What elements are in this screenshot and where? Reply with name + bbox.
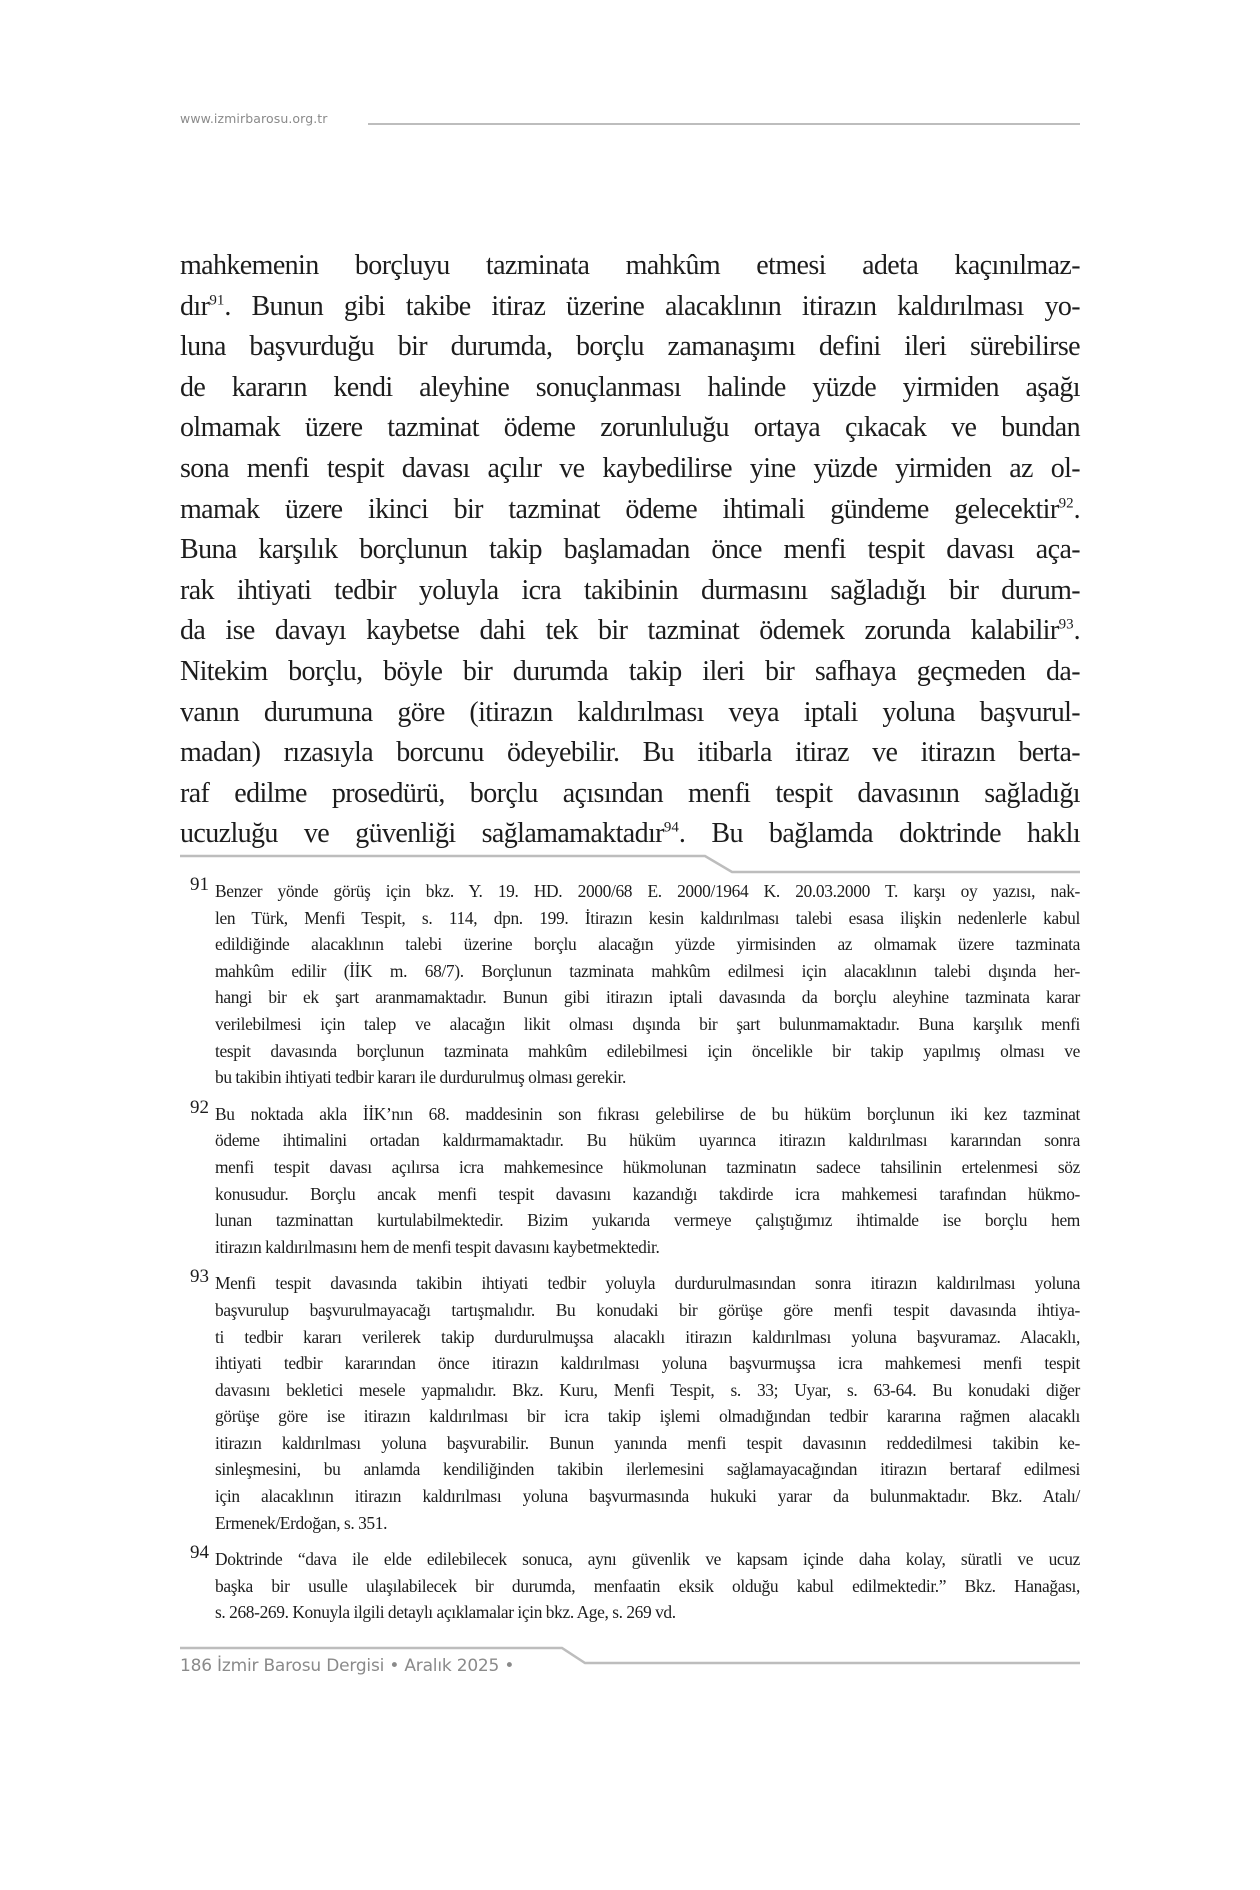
body-line: da ise davayı kaybetse dahi tek bir tazminat ödemek zorunda kalabilir$^{93}$.	[180, 615, 1080, 647]
footnote-ref-94[interactable]: 94	[663, 819, 679, 836]
body-line: mahkemenin borçluyu tazminata mahkûm etmesi adeta kaçınılmaz-	[180, 250, 1080, 281]
footnote-line: itirazın kaldırılmasını hem de menfi tespit davasını kaybetmektedir.	[215, 1236, 660, 1257]
footnote-ref-91[interactable]: 91	[209, 292, 225, 309]
footnote-line: edildiğinde alacaklının talebi üzerine borçlu alacağın yüzde yirmisinden az olmamak üzere tazminata	[215, 934, 1080, 955]
footnote-line: için alacaklının itirazın kaldırılması yoluna başvurmasında hukuki yarar da bulunmaktadır. Bkz. Atalı/	[215, 1486, 1080, 1507]
footnote-line: hangi bir ek şart aranmamaktadır. Bunun gibi itirazın iptali davasında da borçlu aleyhine tazminata karar	[215, 987, 1080, 1008]
footnote-number: 93	[190, 1266, 209, 1288]
footnotes-section	[180, 874, 1080, 1636]
body-line: sona menfi tespit davası açılır ve kaybedilirse yine yüzde yirmiden az ol-	[180, 452, 1080, 484]
footnote-line: ti tedbir kararı verilerek takip durdurulmuşsa alacaklı itirazın kaldırılması yoluna başvuramaz. Alacaklı,	[215, 1326, 1080, 1347]
footnote-line: Doktrinde “dava ile elde edilebilecek sonuca, aynı güvenlik ve kapsam içinde daha kolay, süratli ve ucuz	[215, 1549, 1080, 1570]
header-rule	[368, 123, 1080, 125]
body-line: madan) rızasıyla borcunu ödeyebilir. Bu itibarla itiraz ve itirazın berta-	[180, 737, 1080, 769]
footnote-line: Bu noktada akla İİK’nın 68. maddesinin son fıkrası gelebilirse de bu hüküm borçlunun iki kez tazminat	[215, 1103, 1080, 1124]
footnote-line: lunan tazminattan kurtulabilmektedir. Bizim yukarıda vermeye çalıştığımız ihtimalde ise borçlu hem	[215, 1210, 1080, 1231]
footnote-separator	[180, 850, 1080, 880]
footnote-ref-93[interactable]: 93	[1058, 617, 1074, 634]
footnote-line: Menfi tespit davasında takibin ihtiyati tedbir yoluyla durdurulmasından sonra itirazın kaldırılması yoluna	[215, 1273, 1080, 1294]
footnote-line: davasını bekletici mesele yapmalıdır. Bkz. Kuru, Menfi Tespit, s. 33; Uyar, s. 63-64. Bu konudaki diğer	[215, 1379, 1080, 1400]
footnote-92	[180, 1096, 1080, 1261]
footnote-ref-92[interactable]: 92	[1058, 495, 1074, 512]
footnote-line: sinleşmesini, bu anlamda kendiliğinden takibin ilerlemesini sağlamayacağından itirazın bertaraf edilmesi	[215, 1459, 1080, 1480]
body-line: mamak üzere ikinci bir tazminat ödeme ihtimali gündeme gelecektir$^{92}$.	[180, 493, 1080, 525]
footnote-line: başka bir usulle ulaşılabilecek bir durumda, menfaatin eksik olduğu kabul edilmektedir.” Bkz. Hanağası,	[215, 1575, 1080, 1596]
footnote-line: ödeme ihtimalini ortadan kaldırmamaktadır. Bu hüküm uyarınca itirazın kaldırılması kararından sonra	[215, 1130, 1080, 1151]
footnote-line: Benzer yönde görüş için bkz. Y. 19. HD. 2000/68 E. 2000/1964 K. 20.03.2000 T. karşı oy yazısı, nak-	[215, 881, 1080, 901]
main-body-text	[180, 246, 1080, 855]
footnote-number: 92	[190, 1096, 209, 1118]
body-line: olmamak üzere tazminat ödeme zorunluluğu ortaya çıkacak ve bundan	[180, 412, 1080, 444]
footnote-line: konusudur. Borçlu ancak menfi tespit davasını kazandığı takdirde icra mahkemesi tarafından hükmo-	[215, 1183, 1080, 1204]
page-footer: 186 İzmir Barosu Dergisi • Aralık 2025 •	[180, 1656, 515, 1676]
body-line: vanın durumuna göre (itirazın kaldırılması veya iptali yoluna başvurul-	[180, 696, 1080, 728]
footnote-93	[180, 1266, 1080, 1536]
footnote-line: Ermenek/Erdoğan, s. 351.	[215, 1512, 388, 1533]
body-line: de kararın kendi aleyhine sonuçlanması halinde yüzde yirmiden aşağı	[180, 371, 1080, 403]
footnote-line: itirazın kaldırılması yoluna başvurabilir. Bunun yanında menfi tespit davasının reddedilmesi takibin ke-	[215, 1432, 1080, 1453]
footnote-line: başvurulup başvurulmayacağı tartışmalıdır. Bu konudaki bir görüşe göre menfi tespit davasında ihtiya-	[215, 1299, 1080, 1320]
body-line: dır$^{91}$. Bunun gibi takibe itiraz üzerine alacaklının itirazın kaldırılması yo-	[180, 290, 1080, 322]
footnote-line: len Türk, Menfi Tespit, s. 114, dpn. 199. İtirazın kesin kaldırılması talebi esasa ilişkin nedenlerle kabul	[215, 907, 1080, 928]
footnote-number: 94	[190, 1542, 209, 1564]
footnote-line: tespit davasında borçlunun tazminata mahkûm edilebilmesi için öncelikle bir takip yapılmış olması ve	[215, 1040, 1080, 1061]
body-line: Nitekim borçlu, böyle bir durumda takip ileri bir safhaya geçmeden da-	[180, 655, 1080, 687]
footnote-line: bu takibin ihtiyati tedbir kararı ile durdurulmuş olması gerekir.	[215, 1067, 626, 1088]
body-line: ucuzluğu ve güvenliği sağlamamaktadır$^{94}$. Bu bağlamda doktrinde haklı	[180, 818, 1080, 850]
footnote-line: ihtiyati tedbir kararından önce itirazın kaldırılması yoluna başvurmuşsa icra mahkemesi menfi tespit	[215, 1353, 1080, 1374]
footnote-line: s. 268-269. Konuyla ilgili detaylı açıklamalar için bkz. Age, s. 269 vd.	[215, 1602, 676, 1623]
body-line: Buna karşılık borçlunun takip başlamadan önce menfi tespit davası aça-	[180, 534, 1080, 566]
body-line: luna başvurduğu bir durumda, borçlu zamanaşımı defini ileri sürebilirse	[180, 331, 1080, 363]
footnote-line: verilebilmesi için talep ve alacağın likit olması dışında bir şart bulunmamaktadır. Buna karşılık menfi	[215, 1013, 1080, 1034]
footnote-91	[180, 874, 1080, 1091]
body-line: raf edilme prosedürü, borçlu açısından menfi tespit davasının sağladığı	[180, 777, 1080, 809]
footnote-94	[180, 1542, 1080, 1626]
header-url: www.izmirbarosu.org.tr	[180, 111, 328, 126]
footnote-number: 91	[190, 874, 209, 895]
body-line: rak ihtiyati tedbir yoluyla icra takibinin durmasını sağladığı bir durum-	[180, 574, 1080, 606]
footnote-line: menfi tespit davası açılırsa icra mahkemesince hükmolunan tazminatın sadece tahsilinin ertelenmesi söz	[215, 1156, 1080, 1177]
footnote-line: görüşe göre ise itirazın kaldırılması bir icra takip işlemi olmadığından tedbir kararına rağmen alacaklı	[215, 1406, 1080, 1427]
footnote-line: mahkûm edilir (İİK m. 68/7). Borçlunun tazminata mahkûm edilmesi için alacaklının talebi dışında her-	[215, 960, 1080, 981]
